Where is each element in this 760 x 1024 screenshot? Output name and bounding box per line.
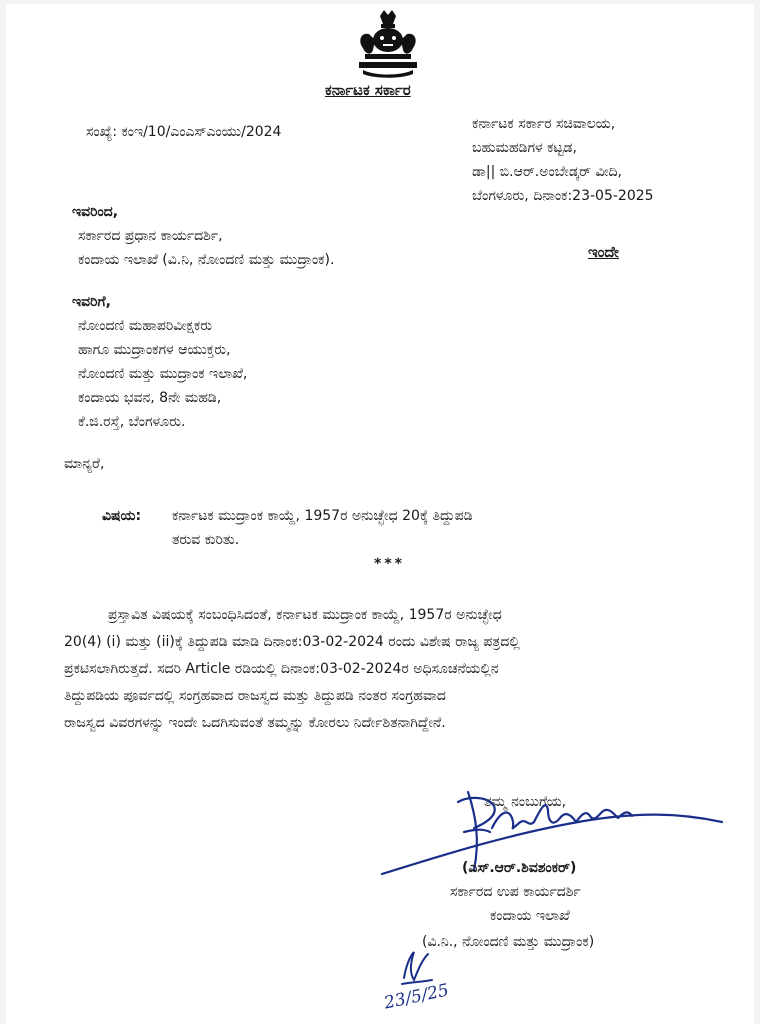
body-line: ರಾಜಸ್ವದ ವಿವರಗಳನ್ನು ಇಂದೇ ಒದಗಿಸುವಂತೆ ತಮ್ಮನ್ನು ಕೋರಲು ನಿರ್ದೇಶಿತನಾಗಿದ್ದೇನೆ. xyxy=(64,715,446,731)
salutation: ಮಾನ್ಯರೆ, xyxy=(64,456,105,472)
address-line: ಬೆಂಗಳೂರು, ದಿನಾಂಕ:23-05-2025 xyxy=(472,188,654,204)
signatory-department: ಕಂದಾಯ ಇಲಾಖೆ xyxy=(490,908,570,924)
karnataka-state-emblem-icon xyxy=(355,10,421,78)
urgent-label: ಇಂದೇ xyxy=(588,243,620,261)
address-line: ಕರ್ನಾಟಕ ಸರ್ಕಾರ ಸಚಿವಾಲಯ, xyxy=(472,116,616,132)
to-line: ನೋಂದಣಿ ಮತ್ತು ಮುದ್ರಾಂಕ ಇಲಾಖೆ, xyxy=(78,366,248,382)
to-heading: ಇವರಿಗೆ, xyxy=(72,294,111,310)
body-paragraph xyxy=(64,602,754,737)
to-block xyxy=(72,290,247,434)
government-name: ಕರ್ನಾಟಕ ಸರ್ಕಾರ xyxy=(325,81,411,99)
to-line: ಹಾಗೂ ಮುದ್ರಾಂಕಗಳ ಆಯುಕ್ತರು, xyxy=(78,342,231,358)
handwritten-date: 23/5/25 xyxy=(382,980,451,1014)
signatory-division: (ವಿ.ನಿ., ನೋಂದಣಿ ಮತ್ತು ಮುದ್ರಾಂಕ) xyxy=(422,934,595,950)
address-line: ಡಾ|| ಬಿ.ಆರ್.ಅಂಬೇಡ್ಕರ್ ವೀದಿ, xyxy=(472,164,623,180)
office-address xyxy=(472,112,654,208)
body-line: ಪ್ರಕಟಿಸಲಾಗಿರುತ್ತದೆ. ಸದರಿ Article ರಡಿಯಲ್ಲಿ ದಿನಾಂಕ:03-02-2024ರ ಅಧಿಸೂಚನೆಯಲ್ಲಿನ xyxy=(64,661,499,677)
signatory-designation: ಸರ್ಕಾರದ ಉಪ ಕಾರ್ಯದರ್ಶಿ xyxy=(450,884,581,900)
body-line: ಪ್ರಸ್ತಾವಿತ ವಿಷಯಕ್ಕೆ ಸಂಬಂಧಿಸಿದಂತೆ, ಕರ್ನಾಟಕ ಮುದ್ರಾಂಕ ಕಾಯ್ದೆ, 1957ರ ಅನುಚ್ಛೇಧ xyxy=(108,607,502,623)
to-line: ಕೆ.ಜಿ.ರಸ್ತೆ, ಬೆಂಗಳೂರು. xyxy=(78,414,186,430)
from-line: ಕಂದಾಯ ಇಲಾಖೆ (ವಿ.ನಿ, ನೋಂದಣಿ ಮತ್ತು ಮುದ್ರಾಂಕ). xyxy=(78,252,335,268)
to-line: ನೋಂದಣಿ ಮಹಾಪರಿವೀಕ್ಷಕರು xyxy=(78,318,213,334)
letter-page xyxy=(6,4,754,1024)
closing: ತಮ್ಮ ನಂಬುಗೆಯ, xyxy=(484,794,567,810)
signatory-name: (ಎಸ್.ಆರ್.ಶಿವಶಂಕರ್) xyxy=(462,860,577,876)
to-line: ಕಂದಾಯ ಭವನ, 8ನೇ ಮಹಡಿ, xyxy=(78,390,222,406)
body-line: ತಿದ್ದುಪಡಿಯ ಪೂರ್ವದಲ್ಲಿ ಸಂಗ್ರಹವಾದ ರಾಜಸ್ವದ ಮತ್ತು ತಿದ್ದುಪಡಿ ನಂತರ ಸಂಗ್ರಹವಾದ xyxy=(64,688,446,704)
subject-line: ಕರ್ನಾಟಕ ಮುದ್ರಾಂಕ ಕಾಯ್ದೆ, 1957ರ ಅನುಚ್ಛೇಧ 20ಕ್ಕೆ ತಿದ್ದುಪಡಿ xyxy=(172,508,473,524)
address-line: ಬಹುಮಹಡಿಗಳ ಕಟ್ಟಡ, xyxy=(472,140,577,156)
body-line: 20(4) (i) ಮತ್ತು (ii)ಕ್ಕೆ ತಿದ್ದುಪಡಿ ಮಾಡಿ ದಿನಾಂಕ:03-02-2024 ರಂದು ವಿಶೇಷ ರಾಜ್ಯ ಪತ್ರದಲ್ಲಿ xyxy=(64,634,520,650)
from-heading: ಇವರಿಂದ, xyxy=(72,204,119,220)
reference-number: ಸಂಖ್ಯೆ: ಕಂಇ/10/ಎಂಎಸ್ಎಂಯು/2024 xyxy=(86,124,282,140)
separator: *** xyxy=(374,556,405,572)
from-line: ಸರ್ಕಾರದ ಪ್ರಧಾನ ಕಾರ್ಯದರ್ಶಿ, xyxy=(78,228,223,244)
subject-line: ತರುವ ಕುರಿತು. xyxy=(172,532,240,548)
from-block xyxy=(72,200,334,272)
subject-label: ವಿಷಯ: xyxy=(102,508,142,524)
subject-text xyxy=(172,504,473,552)
